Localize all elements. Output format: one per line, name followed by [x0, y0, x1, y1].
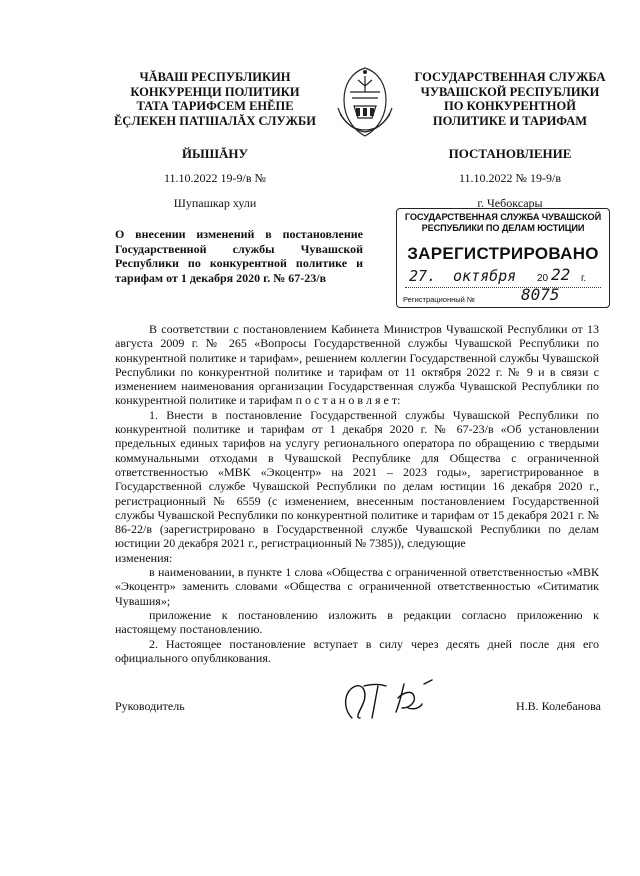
body-paragraph: изменения:: [115, 550, 173, 565]
body-paragraph: 2. Настоящее постановление вступает в силу через десять дней после дня его официального опубликования.: [115, 636, 599, 665]
registration-stamp: [396, 208, 610, 308]
right-doc-number: 11.10.2022 № 19-9/в: [459, 171, 561, 185]
stamp-reg-label: Регистрационный №: [403, 295, 475, 304]
right-header-line: ЧУВАШСКОЙ РЕСПУБЛИКИ: [420, 84, 600, 99]
stamp-month: октября: [453, 267, 517, 285]
left-city: Шупашкар хули: [173, 196, 257, 210]
signature-name: Н.В. Колебанова: [516, 699, 601, 713]
left-doc-number: 11.10.2022 19-9/в №: [164, 171, 266, 185]
stamp-year-suffix: 22: [551, 265, 571, 284]
stamp-year-prefix: 20: [537, 273, 549, 284]
emblem-icon: [330, 62, 400, 140]
left-header-line: ĔÇЛЕКЕН ПАТШАЛĂХ СЛУЖБИ: [113, 113, 317, 128]
stamp-reg-number: 8075: [521, 285, 560, 304]
body-paragraph: 1. Внести в постановление Государственной службы Чувашской Республики по конкурентной политике и тарифам от 1 декабря 2020 г. № 67-23/в «Об установлении предельных единых тарифов на услугу регионального оператора по обращению с твердыми коммунальными отходами в Чувашской Республике для Общества с ограниченной ответственностью «МВК «Экоцентр» на 2021 – 2023 годы», зарегистрированное в Государственной службе Чувашской Республики по делам юстиции 16 декабря 2020 г., регистрационный № 6559 (с изменением, внесенным постановлением Государственной службы Чувашской Республики по конкурентной политике и тарифам от 15 декабря 2021 г. № 86-22/в (зарегистрировано в Государственной службе Чувашской Республики по делам юстиции 20 декабря 2021 г., регистрационный № 7385)), следующие: [115, 407, 599, 551]
left-header-line: ТАТА ТАРИФСЕМ ЕНĔПЕ: [136, 99, 294, 113]
body-paragraph: в наименовании, в пункте 1 слова «Общества с ограниченной ответственностью «МВК «Экоцентр» заменить словами «Общества с ограниченной ответственностью «Ситиматик Чувашия»;: [115, 565, 599, 608]
stamp-day: 27.: [409, 267, 437, 285]
stamp-status: ЗАРЕГИСТРИРОВАНО: [407, 244, 599, 263]
right-header-line: ПОЛИТИКЕ И ТАРИФАМ: [432, 113, 588, 128]
left-docname: ЙЫШĂНУ: [181, 146, 249, 161]
signature-title: Руководитель: [115, 699, 185, 713]
body-paragraph: приложение к постановлению изложить в редакции согласно приложению к настоящему постановлению.: [115, 607, 599, 637]
left-header-line: ЧĂВАШ РЕСПУБЛИКИН: [139, 70, 291, 84]
right-city: г. Чебоксары: [477, 196, 543, 210]
right-header: [405, 70, 615, 128]
left-header-line: КОНКУРЕНЦИ ПОЛИТИКИ: [130, 84, 300, 99]
right-header-line: ГОСУДАРСТВЕННАЯ СЛУЖБА: [414, 70, 606, 84]
document-body: [115, 322, 599, 665]
stamp-date-line: [405, 265, 601, 288]
right-header-line: ПО КОНКУРЕНТНОЙ: [444, 99, 576, 113]
body-paragraph: В соответствии с постановлением Кабинета Министров Чувашской Республики от 13 августа 2009 г. № 265 «Вопросы Государственной службы Чувашской Республики по конкурентной политике и тарифам», решением коллегии Государственной службы Чувашской Республики по конкурентной политике и тарифам от 11 октября 2022 г. № 9 и в связи с изменением наименования организации Государственная служба Чувашской Республики по конкурентной политике и тарифам п о с т а н о в л я е т:: [115, 322, 599, 408]
stamp-year-unit: г.: [581, 273, 587, 284]
stamp-org: ГОСУДАРСТВЕННАЯ СЛУЖБА ЧУВАШСКОЙ РЕСПУБЛИКИ ПО ДЕЛАМ ЮСТИЦИИ: [404, 212, 602, 233]
right-docname: ПОСТАНОВЛЕНИЕ: [448, 146, 572, 161]
document-subject: О внесении изменений в постановление Государственной службы Чувашской Республики по конкурентной политике и тарифам от 1 декабря 2020 г. № 67-23/в: [115, 227, 363, 285]
left-header: [95, 70, 335, 128]
handwritten-signature: [338, 678, 448, 724]
